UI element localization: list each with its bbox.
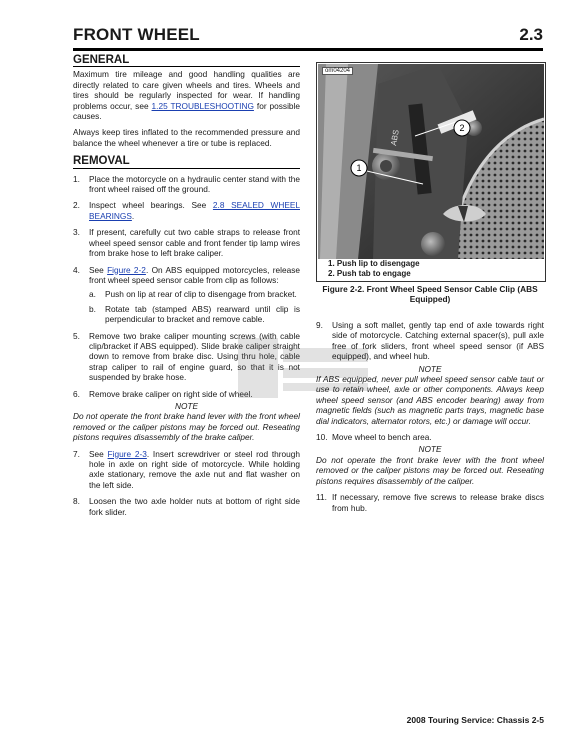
right-column	[316, 320, 544, 519]
figure-caption: Figure 2-2. Front Wheel Speed Sensor Cable Clip (ABS Equipped)	[322, 284, 538, 304]
step-9: 9. Using a soft mallet, gently tap end of axle towards right side of motorcycle. Catching external spacer(s), pull axle free of fork sliders, front wheel speed sensor (if ABS equipped), and wheel hub.	[316, 320, 544, 362]
step-5: 5. Remove two brake caliper mounting screws (with cable clip/bracket if ABS equipped). Slide brake caliper straight down to remove from brake disc. Using thru hole, cable strap caliper to rail of engine guard, so that it is not suspended by brake hose.	[73, 330, 300, 383]
section-number: 2.3	[519, 25, 543, 44]
note-3-text: Do not operate the front brake lever with the front wheel removed or the caliper pistons may be forced out. Reseating pistons requires disassembly of the caliper.	[316, 454, 544, 486]
general-heading: GENERAL	[73, 55, 300, 67]
figure-code: om04204	[322, 67, 353, 75]
left-column	[73, 55, 300, 523]
step-11: 11. If necessary, remove five screws to release brake discs from hub.	[316, 492, 544, 513]
brake-caliper-photo	[318, 64, 544, 259]
step-8: 8. Loosen the two axle holder nuts at bottom of right side fork slider.	[73, 496, 300, 517]
substep-a: a. Push on lip at rear of clip to disengage from bracket.	[89, 289, 297, 300]
note-2-text: If ABS equipped, never pull wheel speed sensor cable taut or use to retain wheel, axle or other components. Always keep wheel speed sensor (and ABS encoder bearing) away from magnetic fields (such as magnetic parts trays, magnetic base dial indicators, alternator rotors, etc.) or damage will occur.	[316, 374, 544, 426]
step-10: 10. Move wheel to bench area.	[316, 432, 432, 443]
general-paragraph-2: Always keep tires inflated to the recommended pressure and balance the wheel whenever a tire or tube is replaced.	[73, 127, 300, 148]
note-1-heading: NOTE	[174, 400, 199, 411]
troubleshooting-link[interactable]: 1.25 TROUBLESHOOTING	[151, 100, 254, 111]
figure-2-2-link[interactable]: Figure 2-2	[107, 264, 146, 275]
figure-2-2	[316, 62, 546, 282]
step-1: 1. Place the motorcycle on a hydraulic center stand with the front wheel raised off the ground.	[73, 173, 300, 195]
legend-item-1: 1. Push lip to disengage	[328, 259, 420, 268]
callout-2-label: 2	[459, 123, 465, 133]
removal-steps-right-2	[316, 432, 544, 442]
legend-item-2: 2. Push tab to engage	[328, 269, 411, 278]
removal-steps-continued	[73, 449, 300, 517]
note-1-text: Do not operate the front brake hand lever with the front wheel removed or the caliper pistons may be forced out. Reseating pistons requires disassembly of the brake caliper.	[73, 411, 300, 443]
note-3-heading: NOTE	[418, 444, 442, 455]
note-2-heading: NOTE	[418, 363, 442, 374]
removal-steps-right	[316, 320, 544, 362]
removal-steps-right-3	[316, 492, 544, 513]
page-footer: 2008 Touring Service: Chassis 2-5	[406, 715, 544, 725]
figure-2-3-link[interactable]: Figure 2-3	[107, 448, 147, 459]
step-7: 7. See Figure 2-3. Insert screwdriver or steel rod through hole in axle on right side of motorcycle. While holding axle stationary, remove the axle nut and flat washer on the left side.	[73, 448, 300, 490]
section-header	[73, 22, 543, 51]
step-3: 3. If present, carefully cut two cable straps to release front wheel speed sensor cable and front fender tip lamp wires from brake hose to left brake caliper.	[73, 227, 300, 259]
substep-b: b. Rotate tab (stamped ABS) rearward until clip is perpendicular to bracket and remove cable.	[89, 303, 300, 325]
abs-stamp-label: ABS	[389, 129, 401, 147]
step-2: 2. Inspect wheel bearings. See 2.8 SEALED WHEEL BEARINGS.	[73, 200, 300, 221]
removal-heading: REMOVAL	[73, 156, 300, 168]
general-paragraph-1: Maximum tire mileage and good handling qualities are directly related to care given wheels and tires. Wheels and tires should be regularly inspected for wear. If handling problems occur, see 1.25 TROUBLESHOOTING for possible causes.	[73, 69, 300, 122]
section-title: FRONT WHEEL	[73, 25, 200, 44]
caliper-photo-illustration	[318, 64, 544, 259]
sealed-wheel-bearings-link[interactable]: 2.8 SEALED WHEEL BEARINGS	[89, 200, 300, 221]
step-4: 4. See Figure 2-2. On ABS equipped motorcycles, release front wheel speed sensor cable from clip as follows: a. Push on lip at rear of clip to disengage from bracket. b. Rotate tab (stamped ABS) rearward until clip is perpendicular to bracket and remove cable.	[73, 264, 300, 325]
step-4-substeps	[89, 289, 300, 324]
figure-legend	[318, 259, 544, 280]
step-6: 6. Remove brake caliper on right side of wheel.	[73, 388, 253, 399]
callout-1-label: 1	[356, 163, 362, 173]
